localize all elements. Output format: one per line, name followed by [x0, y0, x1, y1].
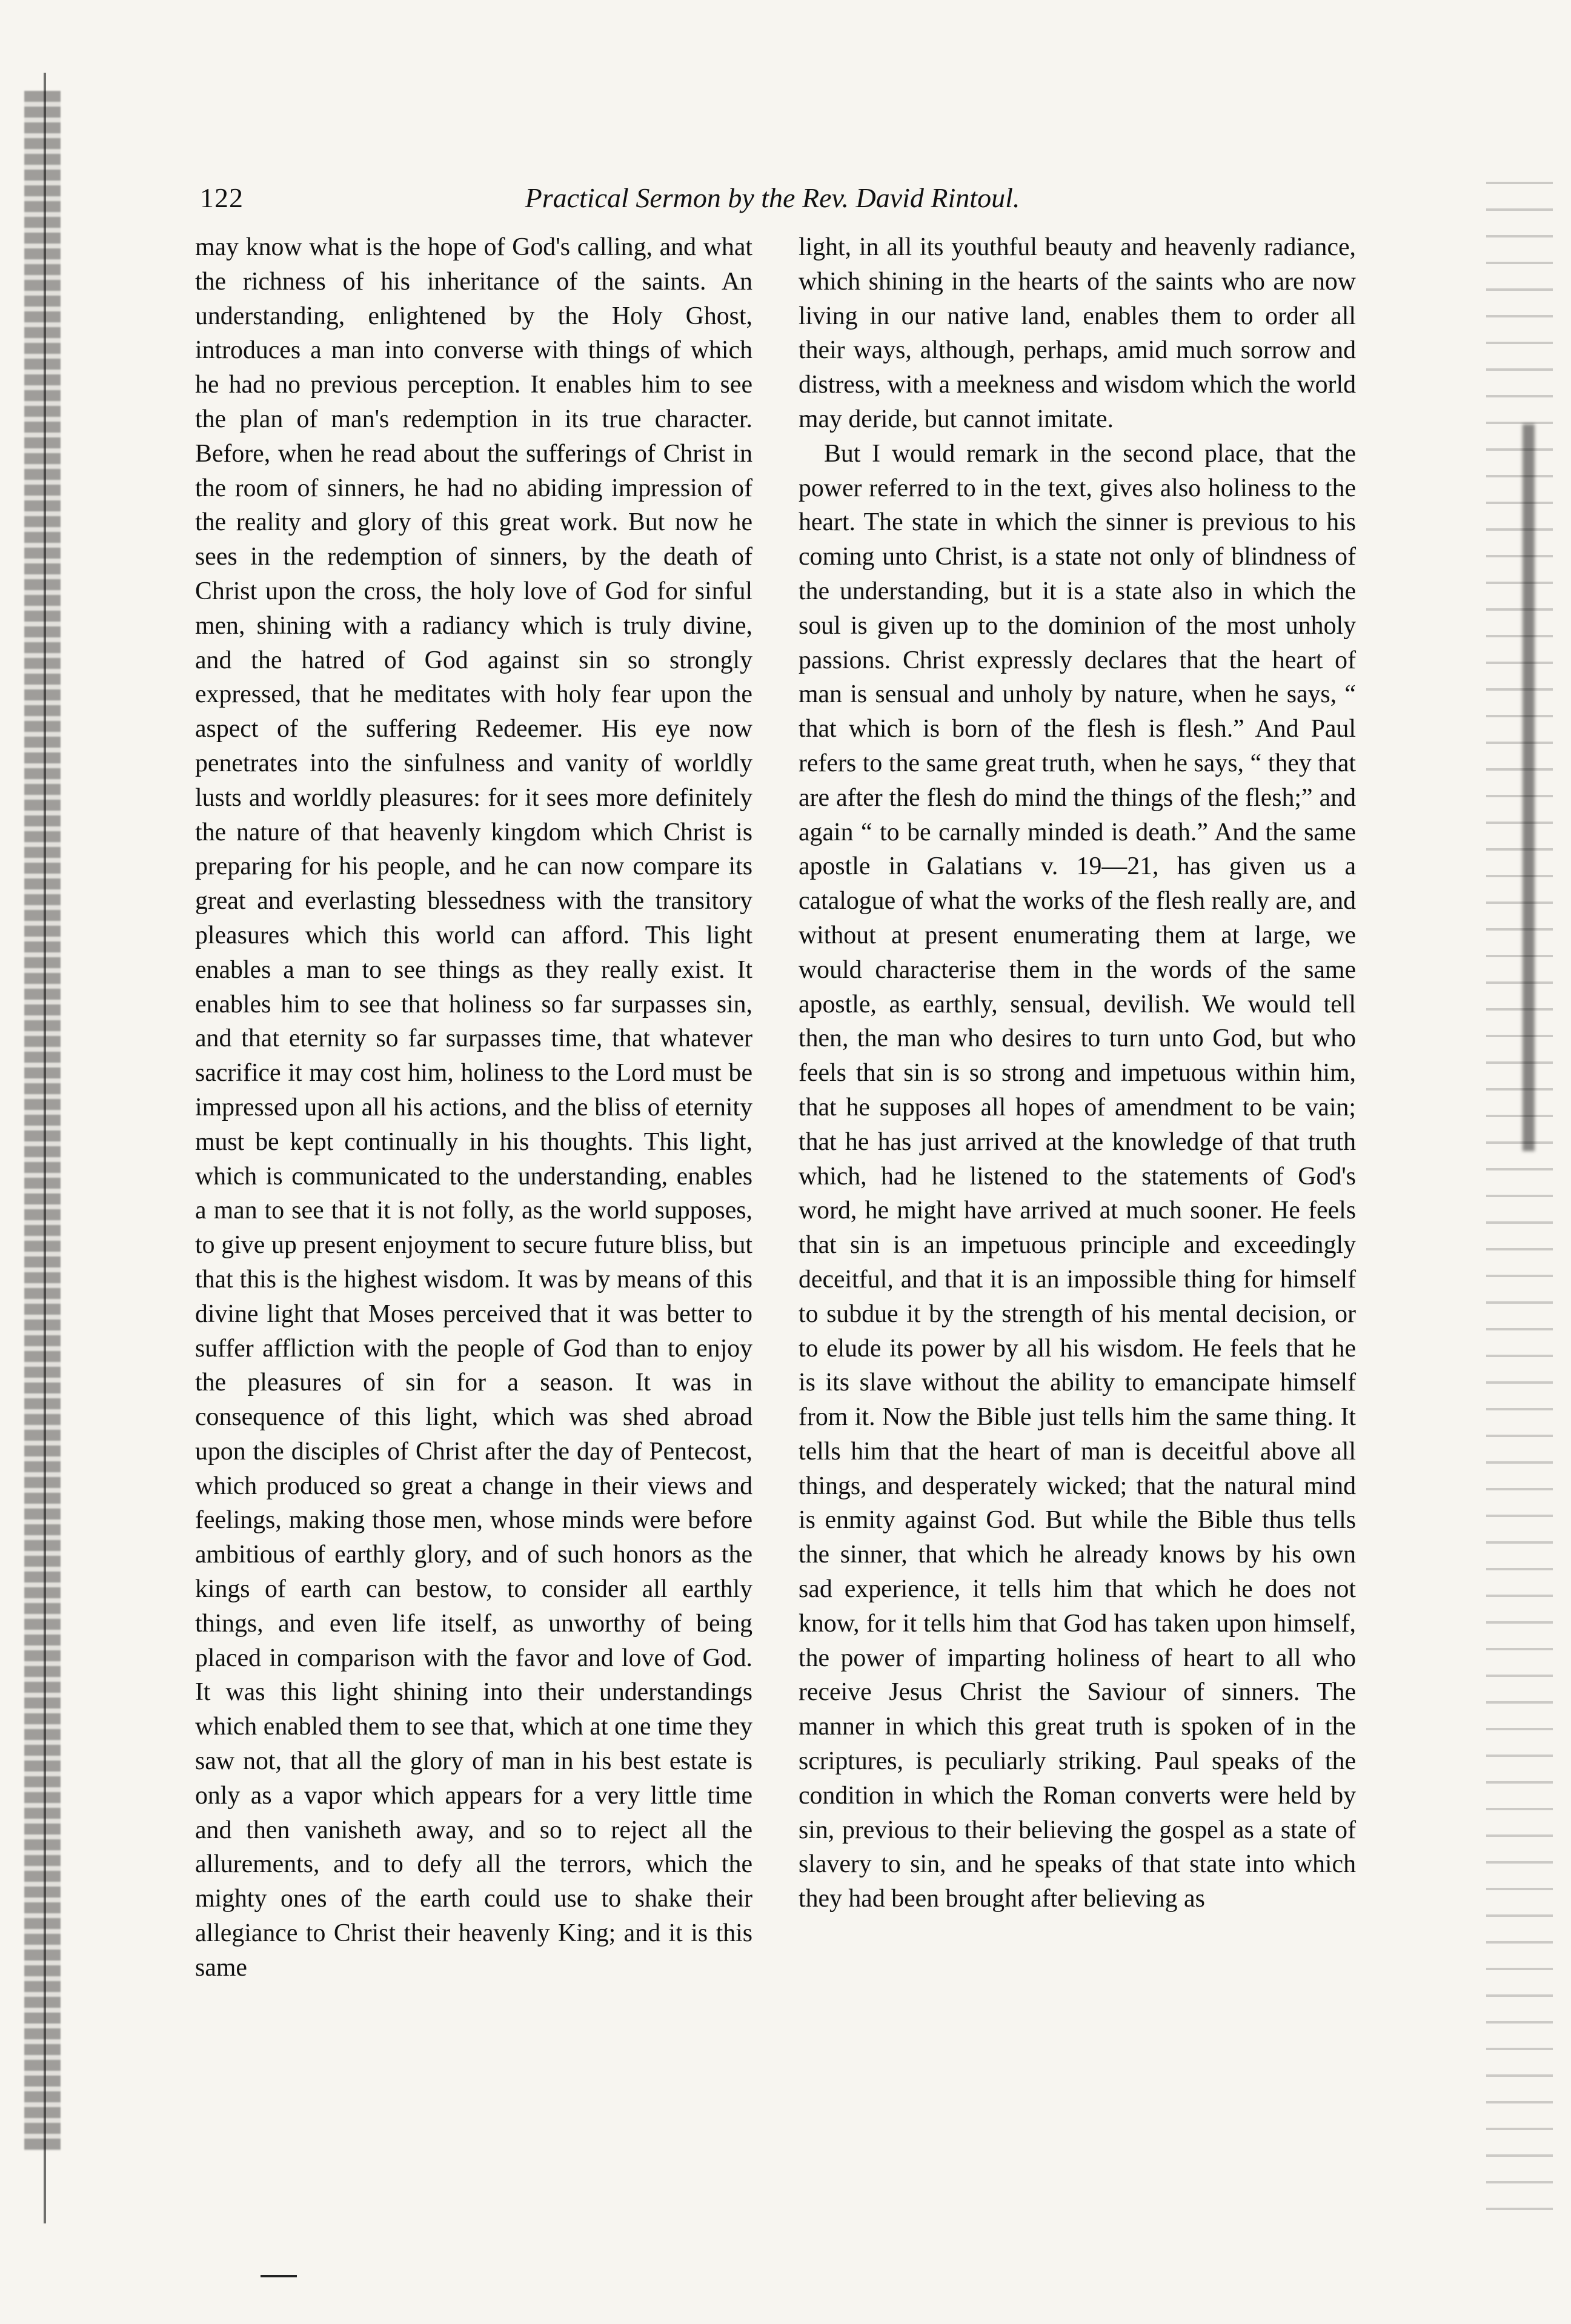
- right-paragraph-2: But I would remark in the second place, that the power referred to in the text, gives also holiness to the heart. The state in which the sinner is previous to his coming unto Christ, is a state not only of blindness of the understanding, but it is a state also in which the soul is given up to the dominion of the most unholy passions. Christ expressly declares that the heart of man is sensual and unholy by nature, when he says, “ that which is born of the flesh is flesh.” And Paul refers to the same great truth, when he says, “ they that are after the flesh do mind the things of the flesh;” and again “ to be carnally minded is death.” And the same apostle in Galatians v. 19—21, has given us a catalogue of what the works of the flesh really are, and without at present enumerating them at large, we would characterise them in the words of the same apostle, as earthly, sensual, devilish. We would tell then, the man who desires to turn unto God, but who feels that sin is so strong and impetuous within him, that he supposes all hopes of amendment to be vain; that he has just arrived at the knowledge of that truth which, had he listened to the statements of God's word, he might have arrived at much sooner. He feels that sin is an impetuous principle and exceedingly deceitful, and that it is an impossible thing for himself to subdue it by the strength of his mental decision, or to elude its power by all his wisdom. He feels that he is its slave without the ability to emancipate himself from it. Now the Bible just tells him the same thing. It tells him that the heart of man is deceitful above all things, and desperately wicked; that the natural mind is enmity against God. But while the Bible thus tells the sinner, that which he already knows by his own sad experience, it tells him that which he does not know, for it tells him that God has taken upon himself, the power of imparting holiness of heart to all who receive Jesus Christ the Saviour of sinners. The manner in which this great truth is spoken of in the scriptures, is peculiarly striking. Paul speaks of the condition in which the Roman converts were held by sin, previous to their believing the gospel as a state of slavery to sin, and he speaks of that state into which they had been brought after believing as: [799, 439, 1356, 1913]
- running-title: Practical Sermon by the Rev. David Rintoul.: [525, 182, 1020, 213]
- page-number: 122: [200, 182, 244, 213]
- right-column: [799, 230, 1356, 1916]
- binding-edge-line: [44, 73, 46, 2223]
- right-edge-noise: [1486, 158, 1553, 2217]
- left-paragraph-1: may know what is the hope of God's calling, and what the richness of his inheritance of the saints. An understanding, enlightened by the Holy Ghost, introduces a man into converse with things of which he had no previous perception. It enables him to see the plan of man's redemption in its true character. Before, when he read about the sufferings of Christ in the room of sinners, he had no abiding impression of the reality and glory of this great work. But now he sees in the redemption of sinners, by the death of Christ upon the cross, the holy love of God for sinful men, shining with a radiancy which is truly divine, and the hatred of God against sin so strongly expressed, that he meditates with holy fear upon the aspect of the suffering Redeemer. His eye now penetrates into the sinfulness and vanity of worldly lusts and worldly pleasures: for it sees more definitely the nature of that heavenly kingdom which Christ is preparing for his people, and he can now compare its great and everlasting blessedness with the transitory pleasures which this world can afford. This light enables a man to see things as they really exist. It enables him to see that holiness so far surpasses sin, and that eternity so far surpasses time, that whatever sacrifice it may cost him, holiness to the Lord must be impressed upon all his actions, and the bliss of eternity must be kept continually in his thoughts. This light, which is communicated to the understanding, enables a man to see that it is not folly, as the world supposes, to give up present enjoyment to secure future bliss, but that this is the highest wisdom. It was by means of this divine light that Moses perceived that it was better to suffer affliction with the people of God than to enjoy the pleasures of sin for a season. It was in consequence of this light, which was shed abroad upon the disciples of Christ after the day of Pentecost, which produced so great a change in their views and feelings, making those men, whose minds were before ambitious of earthly glory, and of such honors as the kings of earth can bestow, to consider all earthly things, and even life itself, as unworthy of being placed in comparison with the favor and love of God. It was this light shining into their understandings which enabled them to see that, which at one time they saw not, that all the glory of man in his best estate is only as a vapor which appears for a very little time and then vanisheth away, and so to reject all the allurements, and to defy all the terrors, which the mighty ones of the earth could use to shake their allegiance to Christ their heavenly King; and it is this same: [195, 233, 752, 1982]
- running-head: [200, 182, 1345, 230]
- binding-shadow: [24, 91, 61, 2151]
- footer-rule: [261, 2275, 297, 2277]
- left-column: [195, 230, 752, 1985]
- right-paragraph-1: light, in all its youthful beauty and heavenly radiance, which shining in the hearts of the saints who are now living in our native land, enables them to order all their ways, although, perhaps, amid much sorrow and distress, with a meekness and wisdom which the world may deride, but cannot imitate.: [799, 233, 1356, 433]
- right-edge-shadow: [1523, 424, 1535, 1151]
